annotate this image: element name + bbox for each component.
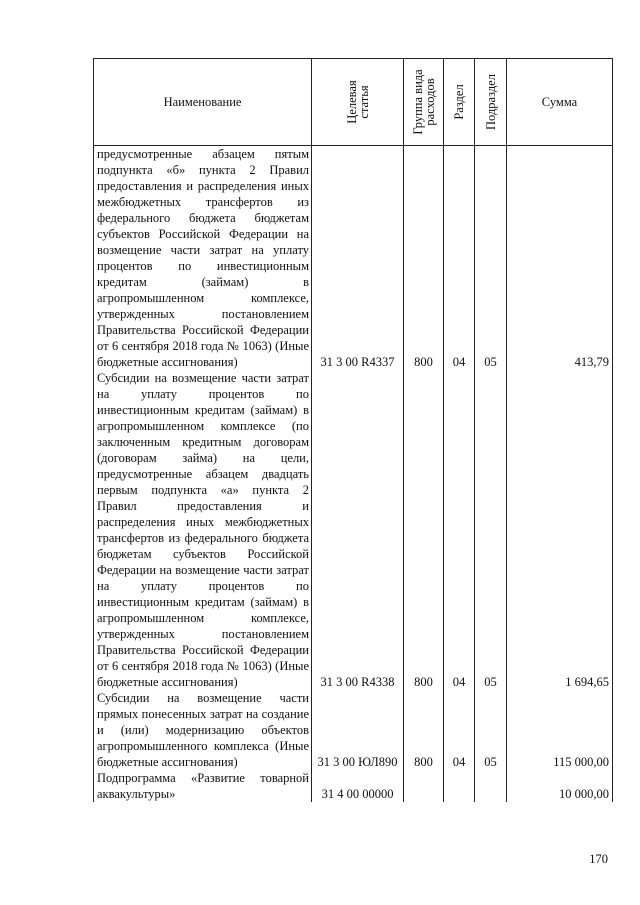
table-header-row <box>94 59 613 146</box>
row-section: 04 <box>444 146 475 371</box>
page-number: 170 <box>589 852 608 866</box>
header-target-line-2: статья <box>356 85 371 119</box>
row-target-article: 31 3 00 ЮЛ890 <box>312 690 404 770</box>
header-target-article <box>312 59 404 146</box>
row-section <box>444 770 475 802</box>
header-section <box>444 59 475 146</box>
row-target-article: 31 3 00 R4338 <box>312 370 404 690</box>
row-expense-group: 800 <box>404 690 444 770</box>
row-section: 04 <box>444 690 475 770</box>
row-sum: 1 694,65 <box>507 370 613 690</box>
header-subsection-text: Подраздел <box>483 74 498 130</box>
header-section-text: Раздел <box>452 84 466 120</box>
row-name: Субсидии на возмещение части прямых понесенных затрат на создание и (или) модернизацию объектов агропромышленного комплекса (Иные бюджетные ассигнования) <box>94 690 312 770</box>
header-target-line-1: Целевая <box>344 80 359 124</box>
header-expense-group <box>404 59 444 146</box>
row-subsection: 05 <box>475 690 507 770</box>
budget-table <box>93 58 613 802</box>
row-subsection: 05 <box>475 146 507 371</box>
table-row <box>94 146 613 371</box>
row-name: Подпрограмма «Развитие товарной аквакультуры» <box>94 770 312 802</box>
row-sum: 10 000,00 <box>507 770 613 802</box>
row-section: 04 <box>444 370 475 690</box>
row-target-article: 31 4 00 00000 <box>312 770 404 802</box>
header-sum-text: Сумма <box>541 94 578 109</box>
row-expense-group <box>404 770 444 802</box>
row-expense-group: 800 <box>404 370 444 690</box>
row-sum: 115 000,00 <box>507 690 613 770</box>
header-group-line-1: Группа вида <box>410 69 425 135</box>
header-subsection <box>475 59 507 146</box>
row-sum: 413,79 <box>507 146 613 371</box>
table-row <box>94 370 613 690</box>
row-subsection: 05 <box>475 370 507 690</box>
header-name-text: Наименование <box>163 94 242 109</box>
header-name <box>94 59 312 146</box>
row-name: предусмотренные абзацем пятым подпункта «б» пункта 2 Правил предоставления и распределения иных межбюджетных трансфертов из федерального бюджета бюджетам субъектов Российской Федерации на возмещение части затрат на уплату процентов по инвестиционным кредитам (займам) в агропромышленном комплексе, утвержденных постановлением Правительства Российской Федерации от 6 сентября 2018 года № 1063) (Иные бюджетные ассигнования) <box>94 146 312 371</box>
table-row <box>94 770 613 802</box>
row-expense-group: 800 <box>404 146 444 371</box>
row-subsection <box>475 770 507 802</box>
header-sum <box>507 59 613 146</box>
table-row <box>94 690 613 770</box>
row-name: Субсидии на возмещение части затрат на уплату процентов по инвестиционным кредитам (займам) в агропромышленном комплексе (по заключенным кредитным договорам (договорам займа) на цели, предусмотренные абзацем двадцать первым подпункта «а» пункта 2 Правил предоставления и распределения иных межбюджетных трансфертов из федерального бюджета бюджетам субъектов Российской Федерации на возмещение части затрат на уплату процентов по инвестиционным кредитам (займам) в агропромышленном комплексе, утвержденных постановлением Правительства Российской Федерации от 6 сентября 2018 года № 1063) (Иные бюджетные ассигнования) <box>94 370 312 690</box>
header-group-line-2: расходов <box>422 78 437 126</box>
row-target-article: 31 3 00 R4337 <box>312 146 404 371</box>
